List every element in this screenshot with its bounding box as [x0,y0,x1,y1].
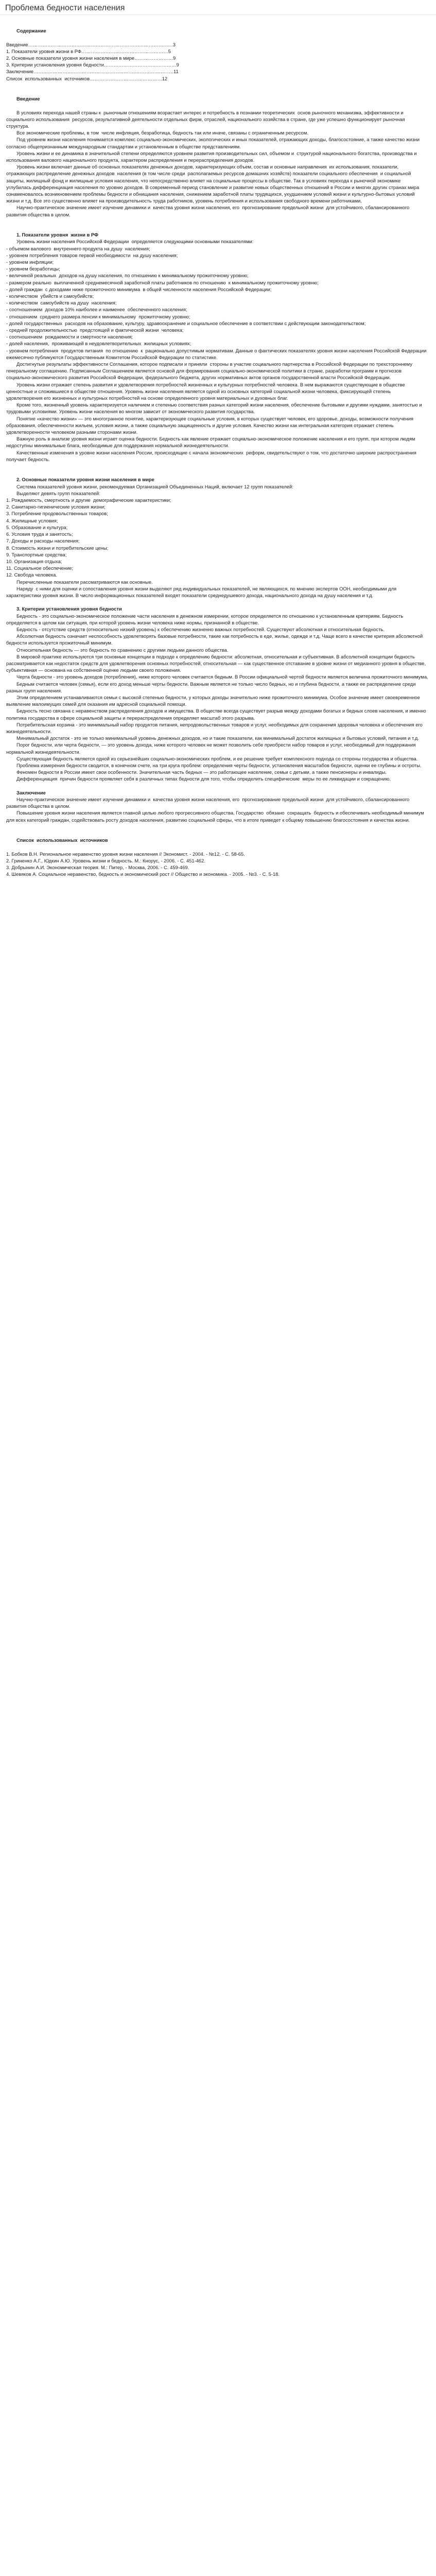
section-heading: 2. Основные показатели уровня жизни населения в мире [16,477,154,483]
title-divider [0,14,436,15]
paragraph: В условиях перехода нашей страны к рыночным отношениям возрастает интерес и потребность в познании теоретических основ рыночного механизма, эффективности и социального использования ресурсов, результативной деятельности отдельных фирм, отраслей, национального хозяйства в стране, где уже успешно функционирует рыночная структура. [6,109,407,129]
text-line: 7. Доходы и расходы населения; [6,538,80,544]
paragraph: Под уровнем жизни населения понимается комплекс социально-экономических, экологических и иных показателей, отражающих доходы, благосостояние, а также качество жизни согласно общепризнанным международным стандартам и установленным в обществе представлениям. [6,137,421,149]
paragraph: Уровень жизни и ее динамика в значительной степени определяются уровнем развития производительных сил, объемом и структурой национального богатства, производства и использования валового национального продукта, характером распределения и перераспределения доходов. [6,150,418,163]
text-line: - размером реально выплаченной среднемесячной заработной платы работников по отношению к минимальному прожиточному уровню; [6,279,319,285]
text-line: 8. Стоимость жизни и потребительские цены; [6,545,109,551]
blank-line [6,34,428,41]
text-line: 3. Добрынин А.И. Экономическая теория. М.: Питер, - Москва, 2006. - С. 459-469. [6,864,189,870]
paragraph: Повышение уровня жизни населения является главной целью любого прогрессивного общества. Государство обязано сокращать бедность и обеспечивать необходимый минимум для всех категорий граждан, содействовать росту доходов населения, развитию социальной сферы, что в итоге приведет к общему повышению благосостояния и качества жизни. [6,810,426,823]
text-line: 4. Жилищные условия; [6,517,58,523]
blank-line [6,843,428,850]
paragraph: Понятие «качество жизни» — это многогранное понятие, характеризующее социальные условия, в которых существует человек, его здоровье, доходы, возможности получения образования, обеспеченности жильем, условия жизни, а также социальную защищенность и другие условия. Качество жизни как интегральная категория отражает степень удовлетворенности человеком разными сторонами жизни. [6,415,415,435]
paragraph: Кроме того, жизненный уровень характеризуется наличием и степенью соответствия разных категорий жизни населения, обеспечение бытовыми и другими нуждами, занятостью и трудовыми условиями. Уровень жизни населения во многом зависит от экономического развития государства. [6,402,424,415]
text-line: 1. Рождаемость, смертность и другие демографические характеристики; [6,497,171,503]
blank-line [6,823,428,830]
paragraph: Уровень жизни отражает степень развития и удовлетворения потребностей жизненных и культурных потребностей человека. В нем выражаются существующие в обществе ценностные и сложившиеся в обществе отношения. Уровень жизни населения является одной из основных категорий социальной жизни человека, фиксирующей степень удовлетворения его жизненных и культурных потребностей на основе определенного уровня материальных и духовных благ. [6,381,407,401]
paragraph: Уровень жизни включает данные об основных показателях денежных доходов, характеризующих объем, состав и основные направления их использования, показатели, отражающих распределение денежных доходов населения (в том числе среди располагаемых ресурсов домашних хозяйств) показатели социального обеспечения и социальной защиты, жилищный фонд и жилищные условия населения, что непосредственно влияет на социальные процессы в обществе. Так в условиях перехода к рыночной экономике углубилась дифференциация населения по уровню доходов. В современный период становление и развитие новых общественных отношений в России и многих других странах мира ознаменовалось возникновением проблемы бедности и обнищания населения, снижением заработной платы трудящихся, ухудшением условий жизни и культурно-бытовых условий жизни и т.д. Все это существенно влияет на производительность труда работников, уровень потребления и использования свободного времени работниками. [6,164,421,204]
text-line: - количеством самоубийств на душу населения; [6,300,117,306]
paragraph: Бедность - это социально-экономическое положение части населения в денежном измерении, которое определяется по отношению к установленным критериям. Бедность определяется в целом как ситуация, при которой уровень жизни человека ниже нормы, признанной в обществе. [6,613,405,625]
paragraph: Уровень жизни населения Российской Федерации определяется следующими основными показателями: [16,239,254,245]
document-title: Проблема бедности населения [5,4,125,12]
paragraph: Этим определением устанавливаются семьи с высокой степенью бедности, у которых доходы значительно ниже прожиточного минимума. Особое значение имеет своевременное выявление малоимущих семей для оказания им адресной социальной помощи. [6,694,422,707]
text-line: - уровнем инфляции; [6,259,54,265]
text-line: 9. Транспортные средства; [6,551,67,557]
paragraph: Абсолютная бедность означает неспособность удовлетворять базовые потребности, такие как потребность в еде, жилье, одежде и т.д. Чаще всего в качестве критерия абсолютной бедности используется прожиточный минимум. [6,633,424,646]
paragraph: Проблема измерения бедности сводится, в конечном счете, на три круга проблем: определения черты бедности, установления масштабов бедности, оценки ее глубины и остроты. [16,762,422,768]
paragraph: Достигнутые результаты эффективности Соглашения, которое подписали и приняли стороны в участие социального партнерства в Российской Федерации по трехстороннему генеральному соглашению. Подписанным Соглашением является основой для формирования социально-экономической политики в стране, разработки программ и прогнозов социально-экономического развития Российской Федерации, федерального бюджета, других нормативных актов органов государственной власти Российской Федерации. [6,361,414,381]
text-line: - количеством убийств и самоубийств; [6,293,94,299]
section-heading: Заключение [16,789,46,795]
paragraph: Научно-практическое значение имеет изучение динамики и качества уровня жизни населения, его прогнозирование предельной жизни для устойчивого, сбалансированного развития общества в целом. [6,205,412,217]
blank-line [6,463,428,469]
text-line: - уровнем потребления продуктов питания по отношению к рационально допустимым нормативам. Данные о фактических показателях уровня жизни населения Российской Федерации ежемесячно публикуются Государственным Комитетом Российской Федерации по статистике. [6,347,428,360]
text-line: 3. Потребление продовольственных товаров; [6,511,108,517]
section-heading: Список использованных источников [16,837,108,843]
paragraph: Минимальный достаток - это не только минимальный уровень денежных доходов, но и такие показатели, как минимальный достаток жилищных и бытовых условий, питания и т.д. [16,735,419,741]
text-line: 1. Показатели уровня жизни в РФ………………………………………………5 [6,48,171,54]
section-heading: 1. Показатели уровня жизни в РФ [16,232,99,238]
blank-line [6,102,428,109]
text-line: Заключение……………………………………………………………………………11 [6,69,179,75]
text-line: - долей государственных расходов на образование, культуру, здравоохранение и социальное обеспечение в соответствии с действующим законодательством; [6,320,366,326]
blank-line [6,599,428,605]
paragraph: Все экономические проблемы, в том числе инфляция, безработица, бедность так или иначе, связаны с ограниченным ресурсом. [16,130,308,136]
text-line: - уровнем безработицы; [6,266,60,272]
paragraph: Выделяют девять групп показателей: [16,490,100,496]
paragraph: В мировой практике используются три основные концепции в подходе к определению бедности: абсолютная, относительная и субъективная. В абсолютной концепции бедность рассматривается как недостаток средств для удовлетворения основных потребностей, относительная — как существенное отставание в уровне жизни от медианного уровня в обществе, субъективная — основана на собственной оценке людьми своего положения. [6,653,427,673]
text-line: - величиной реальных доходов на душу населения, по отношению к минимальному прожиточному уровню; [6,273,249,279]
section-heading: Содержание [16,28,46,34]
paragraph: Наряду с ними для оценки и сопоставления уровня жизни выделяют ряд индивидуальных показателей, не являющихся, по мнению экспертов ООН, необходимыми для характеристики уровня жизни. В число информационных показателей входят показатели среднедушевого дохода, национального дохода на душу населения и т.д. [6,585,398,598]
text-line: 3. Критерии установления уровня бедности………………………………………9 [6,62,179,68]
text-line: 2. Основные показатели уровня жизни населения в мире……………………9 [6,55,176,61]
paragraph: Научно-практическое значение имеет изучение динамики и качества уровня жизни населения, его прогнозирование предельной жизни для устойчивого, сбалансированного развития общества в целом. [6,796,412,809]
blank-line [6,218,428,225]
document-body [6,21,428,877]
paragraph: Бедным считается человек (семья), если его доход меньше черты бедности. Важным является не только число бедных, но и глубина бедности, а также ее распределение среди разных групп населения. [6,681,417,693]
text-line: Введение………………………………………………………………………………3 [6,41,176,47]
paragraph: Перечисленные показатели рассматриваются как основные. [16,579,153,585]
blank-line [6,830,428,837]
text-line: - долей населения, проживающей в неудовлетворительных жилищных условиях; [6,341,191,347]
text-line: - отношением среднего размера пенсии к минимальному прожиточному уровню; [6,313,190,319]
paragraph: Потребительская корзина - это минимальный набор продуктов питания, непродовольственных товаров и услуг, необходимых для сохранения здоровья человека и обеспечения его жизнедеятельности. [6,721,424,734]
blank-line [6,82,428,89]
paragraph: Существующая бедность является одной из серьезнейших социально-экономических проблем, и ее решение требует комплексного подхода со стороны государства и общества. [16,755,418,761]
text-line: - соотношением рождаемости и смертности населения; [6,334,133,340]
text-line: 6. Условия труда и занятость; [6,531,73,537]
blank-line [6,783,428,789]
text-line: 2. Гриненко А.Г., Юдкин А.Ю. Уровень жизни и бедность. М.: Кнорус, - 2006. - С. 451-462. [6,857,205,863]
text-line: 12. Свобода человека. [6,572,57,578]
paragraph: Качественные изменения в уровне жизни населения России, происходящие с начала экономических реформ, свидетельствуют о том, что достаточно широкие распространения получает бедность. [6,449,418,462]
blank-line [6,21,428,27]
paragraph: Относительная бедность — это бедность по сравнению с другими людьми данного общества. [16,647,229,653]
section-heading: 3. Критерии установления уровня бедности [16,606,122,612]
text-line: Список использованных источников………………………………………12 [6,75,168,81]
text-line: 5. Образование и культура; [6,524,68,530]
paragraph: Феномен бедности в России имеет свои особенности. Значительная часть бедных — это работающее население, семьи с детьми, а также пенсионеры и инвалиды. [16,769,387,775]
paragraph: Черта бедности - это уровень доходов (потребления), ниже которого человек считается бедным. В России официальной чертой бедности является величина прожиточного минимума. [16,674,428,680]
section-heading: Введение [16,96,40,102]
text-line: 2. Санитарно-гигиенические условия жизни; [6,504,106,510]
paragraph: Бедность тесно связана с неравенством распределения доходов и имущества. В обществе всегда существует разрыв между доходами богатых и бедных слоев населения, и именно политика государства в сфере социальной защиты и перераспределения определяет масштаб этого разрыва. [6,708,428,721]
blank-line [6,225,428,231]
text-line: - объемом валового внутреннего продукта на душу населения; [6,245,150,251]
text-line: 1. Бобков В.Н. Региональное неравенство уровня жизни населения // Экономист. - 2004. - №12. - С. 58-65. [6,851,245,857]
paragraph: Бедность - отсутствие средств (относительно низкий уровень) к обеспечению жизненно важных потребностей. Существуют абсолютная и относительная бедность. [16,626,385,632]
text-line: 4. Шевяков А. Социальное неравенство, бедность и экономический рост // Общество и экономика. - 2005. - №3. - С. 5-18. [6,871,280,877]
text-line: - средней продолжительностью предстоящей и фактической жизни человека; [6,327,184,333]
text-line: - уровнем потребления товаров первой необходимости на душу населения; [6,252,178,258]
text-line: - соотношением доходов 10% наиболее и наименее обеспеченного населения; [6,307,187,313]
text-line: - долей граждан с доходами ниже прожиточного минимума в общей численности населения Российской Федерации; [6,286,272,292]
paragraph: Дифференциация причин бедности проявляет себя в различных типах бедности для того, чтобы определить специфические меры по ее ликвидации и сокращению. [16,776,391,782]
blank-line [6,469,428,476]
blank-line [6,89,428,95]
paragraph: Важную роль в анализе уровня жизни играет оценка бедности. Бедность как явление отражает социально-экономическое положение населения и его групп, при котором людям недоступны минимальные блага, необходимые для поддержания нормальной жизнедеятельности. [6,436,416,449]
text-line: 11. Социальное обеспечение; [6,565,73,571]
paragraph: Система показателей уровня жизни, рекомендуемая Организацией Объединенных Наций, включает 12 групп показателей: [16,483,293,489]
text-line: 10. Организация отдыха; [6,558,62,564]
paragraph: Порог бедности, или черта бедности, — это уровень дохода, ниже которого человек не может позволить себе приобрести набор товаров и услуг, необходимый для поддержания нормальной жизнедеятельности. [6,742,417,755]
